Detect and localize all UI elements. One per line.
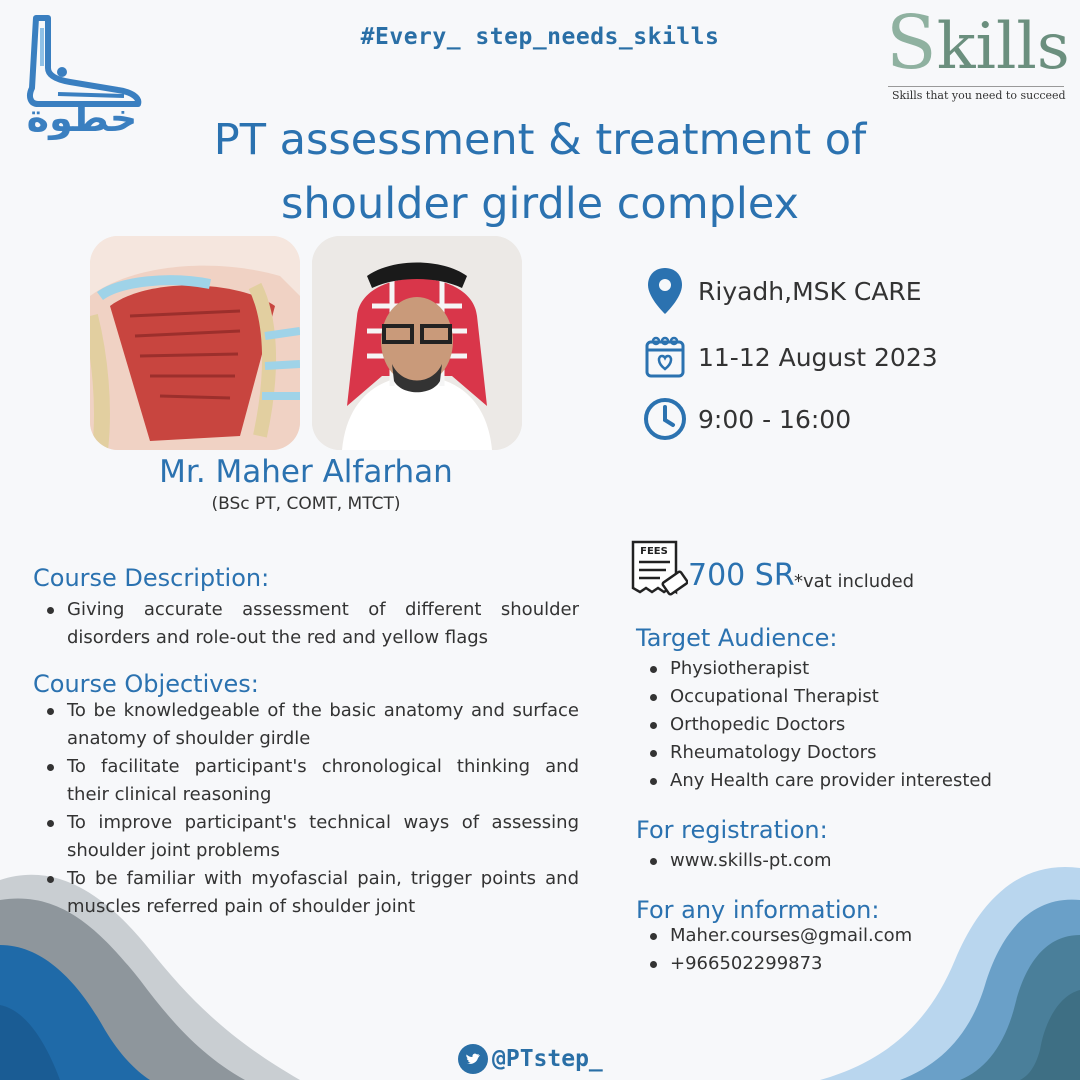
- location-text: Riyadh,MSK CARE: [698, 276, 922, 306]
- contact-email[interactable]: Maher.courses@gmail.com: [636, 922, 1056, 950]
- course-description-heading: Course Description:: [33, 564, 270, 592]
- target-audience-heading: Target Audience:: [636, 624, 838, 652]
- contact-phone[interactable]: +966502299873: [636, 950, 1056, 978]
- time-row: [642, 396, 851, 442]
- page-title: [60, 108, 1020, 236]
- list-item: To facilitate participant's chronological thinking and their clinical reasoning: [33, 753, 579, 809]
- twitter-handle[interactable]: [458, 1044, 603, 1074]
- list-item: Physiotherapist: [636, 655, 1056, 683]
- list-item: Any Health care provider interested: [636, 767, 1056, 795]
- location-pin-icon: [642, 268, 688, 314]
- list-item: Giving accurate assessment of different shoulder disorders and role-out the red and yellow flags: [33, 596, 579, 652]
- skills-logo-rest: kills: [936, 10, 1070, 84]
- list-item: Orthopedic Doctors: [636, 711, 1056, 739]
- title-line-1: PT assessment & treatment of: [213, 115, 867, 165]
- contact-heading: For any information:: [636, 896, 880, 924]
- time-text: 9:00 - 16:00: [698, 404, 852, 434]
- registration-link[interactable]: www.skills-pt.com: [636, 847, 1056, 875]
- list-item: To improve participant's technical ways of assessing shoulder joint problems: [33, 809, 579, 865]
- registration-list: [636, 847, 1056, 875]
- logo-divider: [888, 86, 1064, 87]
- list-item: To be familiar with myofascial pain, trigger points and muscles referred pain of shoulder joint: [33, 865, 579, 921]
- shoulder-anatomy-image: [90, 236, 300, 450]
- list-item: Rheumatology Doctors: [636, 739, 1056, 767]
- handle-text: @PTstep_: [492, 1046, 603, 1072]
- fees-icon: [630, 540, 688, 598]
- list-item: To be knowledgeable of the basic anatomy and surface anatomy of shoulder girdle: [33, 697, 579, 753]
- course-objectives-heading: Course Objectives:: [33, 670, 259, 698]
- date-text: 11-12 August 2023: [698, 342, 938, 372]
- registration-heading: For registration:: [636, 816, 828, 844]
- logo-left-text: خطوة: [26, 96, 138, 140]
- fees-price: 700 SR: [688, 558, 795, 593]
- skills-logo-initial: S: [886, 0, 937, 86]
- list-item: Occupational Therapist: [636, 683, 1056, 711]
- target-audience-list: [636, 655, 1056, 795]
- skills-logo: [886, 0, 1070, 102]
- skills-tagline: Skills that you need to succeed: [892, 89, 1066, 102]
- course-description-list: [33, 596, 579, 652]
- presenter-name: Mr. Maher Alfarhan: [159, 454, 453, 490]
- calendar-icon: [642, 334, 688, 380]
- clock-icon: [642, 396, 688, 442]
- title-line-2: shoulder girdle complex: [280, 179, 799, 229]
- location-row: [642, 268, 922, 314]
- course-objectives-list: [33, 697, 579, 921]
- hashtag: #Every_ step_needs_skills: [360, 24, 720, 50]
- twitter-icon: [458, 1044, 488, 1074]
- presenter-photo: [312, 236, 522, 450]
- presenter-credentials: (BSc PT, COMT, MTCT): [211, 494, 401, 514]
- contact-list: [636, 922, 1056, 978]
- fees-note: *vat included: [794, 571, 915, 592]
- date-row: [642, 334, 938, 380]
- fees-icon-label: FEES: [640, 546, 668, 557]
